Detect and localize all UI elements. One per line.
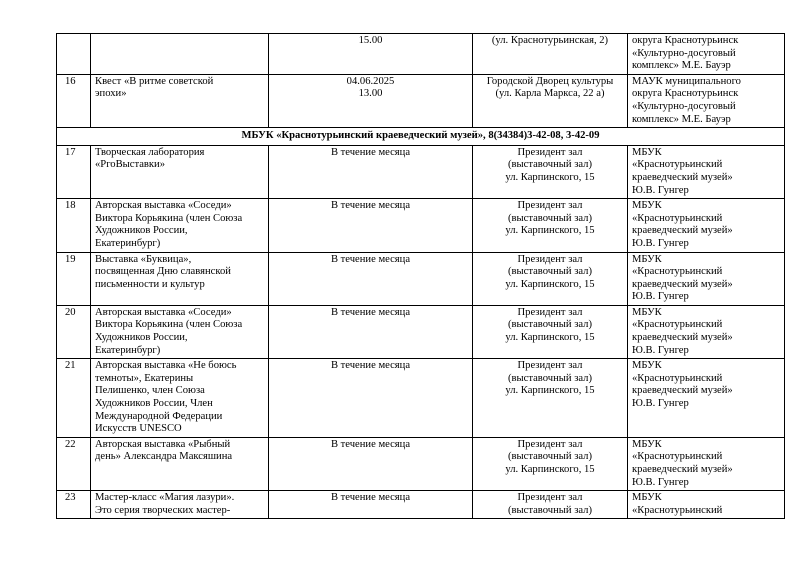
table-row: [57, 34, 785, 75]
event-place: Президент зал (выставочный зал) ул. Карпинского, 15: [473, 199, 628, 252]
event-date: 04.06.2025 13.00: [269, 74, 473, 127]
table-row: [57, 199, 785, 252]
event-place: Президент зал (выставочный зал) ул. Карпинского, 15: [473, 252, 628, 305]
event-name: Квест «В ритме советской эпохи»: [91, 74, 269, 127]
event-place: Президент зал (выставочный зал) ул. Карпинского, 15: [473, 359, 628, 438]
table-row: [57, 145, 785, 198]
responsible-org: МБУК «Краснотурьинский краеведческий музей» Ю.В. Гунгер: [628, 305, 785, 358]
event-place: Президент зал (выставочный зал) ул. Карпинского, 15: [473, 437, 628, 490]
table-row: [57, 437, 785, 490]
section-header: МБУК «Краснотурьинский краеведческий музей», 8(34384)3-42-08, 3-42-09: [57, 128, 785, 146]
row-number: 19: [57, 252, 91, 305]
event-place: Городской Дворец культуры (ул. Карла Маркса, 22 а): [473, 74, 628, 127]
responsible-org: МБУК «Краснотурьинский краеведческий музей» Ю.В. Гунгер: [628, 437, 785, 490]
responsible-org: МАУК муниципального округа Краснотурьинск «Культурно-досуговый комплекс» М.Е. Бауэр: [628, 74, 785, 127]
event-date: В течение месяца: [269, 305, 473, 358]
table-row: [57, 74, 785, 127]
event-name: Авторская выставка «Соседи» Виктора Корьякина (член Союза Художников России, Екатеринбург): [91, 199, 269, 252]
responsible-org: округа Краснотурьинск «Культурно-досуговый комплекс» М.Е. Бауэр: [628, 34, 785, 75]
table-row: [57, 305, 785, 358]
table-row: [57, 252, 785, 305]
responsible-org: МБУК «Краснотурьинский краеведческий музей» Ю.В. Гунгер: [628, 199, 785, 252]
event-name: [91, 34, 269, 75]
responsible-org: МБУК «Краснотурьинский: [628, 491, 785, 519]
event-date: В течение месяца: [269, 199, 473, 252]
events-table: [56, 33, 785, 519]
row-number: 22: [57, 437, 91, 490]
event-place: Президент зал (выставочный зал): [473, 491, 628, 519]
event-name: Творческая лаборатория «PгоВыставки»: [91, 145, 269, 198]
table-row: [57, 359, 785, 438]
row-number: 20: [57, 305, 91, 358]
event-date: В течение месяца: [269, 437, 473, 490]
event-name: Авторская выставка «Рыбный день» Александра Максяшина: [91, 437, 269, 490]
event-date: В течение месяца: [269, 252, 473, 305]
event-name: Авторская выставка «Не боюсь темноты», Екатерины Пелишенко, член Союза Художников России, Член Международной Федерации Искусств UNESCO: [91, 359, 269, 438]
event-name: Мастер-класс «Магия лазури». Это серия творческих мастер-: [91, 491, 269, 519]
row-number: 17: [57, 145, 91, 198]
row-number: 16: [57, 74, 91, 127]
event-date: В течение месяца: [269, 359, 473, 438]
event-date: В течение месяца: [269, 145, 473, 198]
section-header-row: [57, 128, 785, 146]
responsible-org: МБУК «Краснотурьинский краеведческий музей» Ю.В. Гунгер: [628, 359, 785, 438]
row-number: 18: [57, 199, 91, 252]
event-name: Выставка «Буквица», посвященная Дню славянской письменности и культур: [91, 252, 269, 305]
event-place: Президент зал (выставочный зал) ул. Карпинского, 15: [473, 305, 628, 358]
row-number: 23: [57, 491, 91, 519]
event-name: Авторская выставка «Соседи» Виктора Корьякина (член Союза Художников России, Екатеринбург): [91, 305, 269, 358]
event-date: 15.00: [269, 34, 473, 75]
table-row: [57, 491, 785, 519]
responsible-org: МБУК «Краснотурьинский краеведческий музей» Ю.В. Гунгер: [628, 252, 785, 305]
responsible-org: МБУК «Краснотурьинский краеведческий музей» Ю.В. Гунгер: [628, 145, 785, 198]
row-number: 21: [57, 359, 91, 438]
row-number: [57, 34, 91, 75]
event-place: Президент зал (выставочный зал) ул. Карпинского, 15: [473, 145, 628, 198]
event-place: (ул. Краснотурьинская, 2): [473, 34, 628, 75]
event-date: В течение месяца: [269, 491, 473, 519]
